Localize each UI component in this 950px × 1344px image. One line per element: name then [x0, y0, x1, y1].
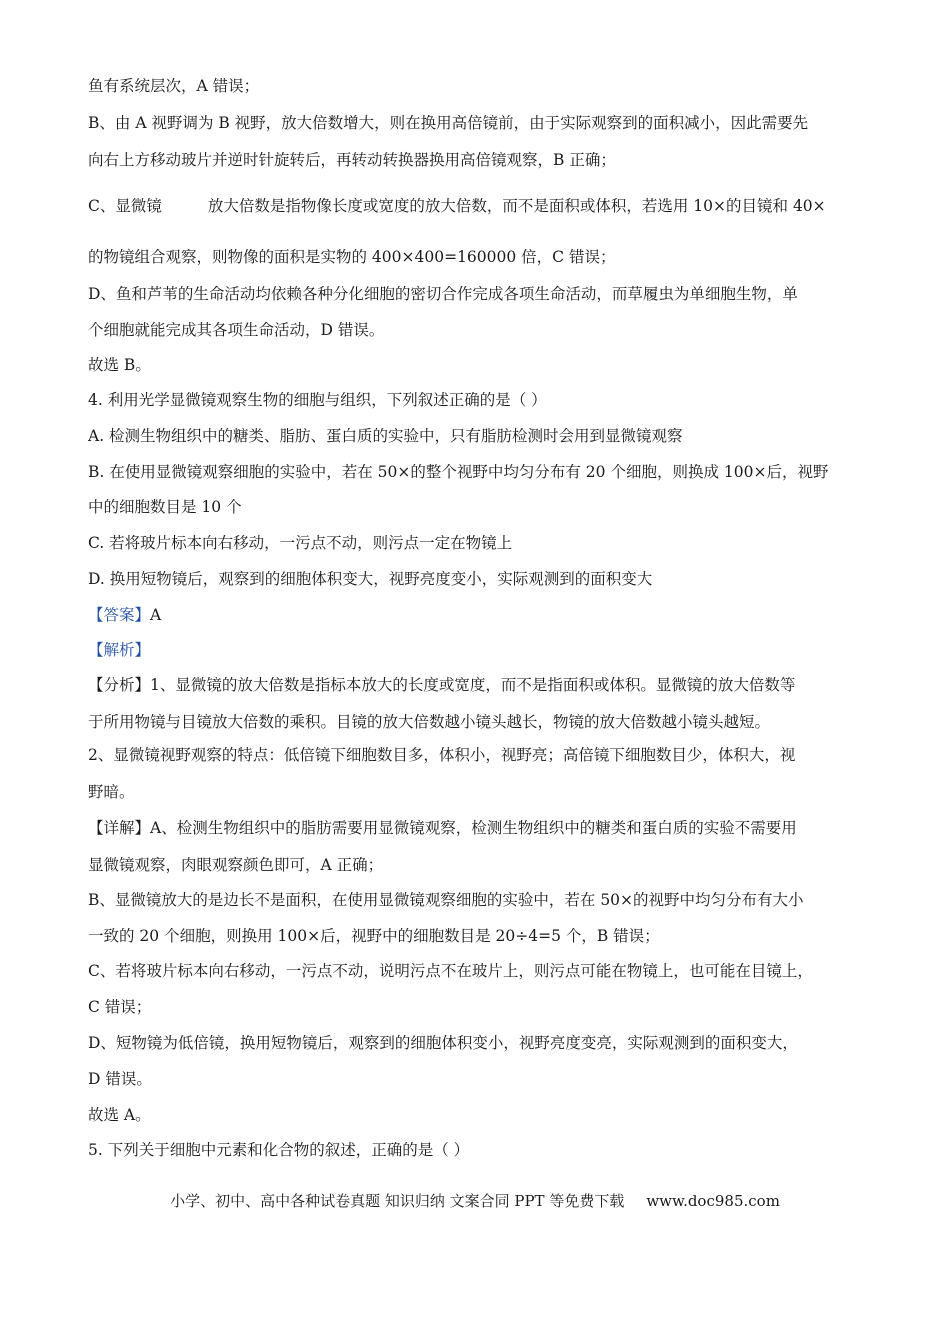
option-d: D. 换用短物镜后，观察到的细胞体积变大，视野亮度变小，实际观测到的面积变大 — [88, 570, 653, 588]
text-line: C、若将玻片标本向右移动，一污点不动，说明污点不在玻片上，则污点可能在物镜上，也可能在目镜上， — [88, 962, 813, 980]
footer-text: 小学、初中、高中各种试卷真题 知识归纳 文案合同 PPT 等免费下载 — [170, 1192, 625, 1210]
text-line: 故选 B。 — [88, 356, 151, 374]
xiangjie-tag: 【详解】 — [88, 819, 151, 837]
question-4: 4. 利用光学显微镜观察生物的细胞与组织，下列叙述正确的是（ ） — [88, 391, 547, 409]
analysis-tag: 【解析】 — [88, 641, 151, 659]
text-line: 鱼有系统层次，A 错误； — [88, 77, 260, 95]
text-line: B、由 A 视野调为 B 视野，放大倍数增大，则在换用高倍镜前，由于实际观察到的面积减小，因此需要先 — [88, 114, 809, 132]
text-line: 显微镜观察，肉眼观察颜色即可，A 正确； — [88, 856, 384, 874]
option-c: C. 若将玻片标本向右移动，一污点不动，则污点一定在物镜上 — [88, 534, 513, 552]
text-line: 中的细胞数目是 10 个 — [88, 498, 242, 516]
page-footer — [0, 1191, 950, 1211]
text-line: C、显微镜 放大倍数是指物像长度或宽度的放大倍数，而不是面积或体积，若选用 10×的目镜和 40× — [88, 197, 826, 215]
answer-line: 【答案】A — [88, 606, 162, 624]
text-line: D 错误。 — [88, 1070, 152, 1088]
text-line: D、短物镜为低倍镜，换用短物镜后，观察到的细胞体积变小，视野亮度变亮，实际观测到的面积变大， — [88, 1034, 798, 1052]
question-5: 5. 下列关于细胞中元素和化合物的叙述，正确的是（ ） — [88, 1141, 470, 1159]
text-line: 故选 A。 — [88, 1106, 151, 1124]
option-a: A. 检测生物组织中的糖类、脂肪、蛋白质的实验中，只有脂肪检测时会用到显微镜观察 — [88, 427, 683, 445]
fenxi-tag: 【分析】 — [88, 676, 151, 694]
text-line: B、显微镜放大的是边长不是面积，在使用显微镜观察细胞的实验中，若在 50×的视野中均匀分布有大小 — [88, 891, 804, 909]
text-line: 于所用物镜与目镜放大倍数的乘积。目镜的放大倍数越小镜头越长，物镜的放大倍数越小镜头越短。 — [88, 713, 771, 731]
text-line: 的物镜组合观察，则物像的面积是实物的 400×400=160000 倍，C 错误； — [88, 248, 616, 266]
text-line: 【分析】1、显微镜的放大倍数是指标本放大的长度或宽度，而不是指面积或体积。显微镜的放大倍数等 — [88, 676, 796, 694]
text-line: 一致的 20 个细胞，则换用 100×后，视野中的细胞数目是 20÷4=5 个，B 错误； — [88, 927, 660, 945]
text-line: D、鱼和芦苇的生命活动均依赖各种分化细胞的密切合作完成各项生命活动，而草履虫为单细胞生物，单 — [88, 285, 798, 303]
option-b: B. 在使用显微镜观察细胞的实验中，若在 50×的整个视野中均匀分布有 20 个细胞，则换成 100×后，视野 — [88, 463, 829, 481]
text-line: 2、显微镜视野观察的特点：低倍镜下细胞数目多，体积小，视野亮；高倍镜下细胞数目少，体积大，视 — [88, 746, 796, 764]
analysis-line — [88, 640, 868, 660]
text-line: 个细胞就能完成其各项生命活动，D 错误。 — [88, 321, 385, 339]
text-line: C 错误； — [88, 998, 152, 1016]
text-line: 【详解】A、检测生物组织中的脂肪需要用显微镜观察，检测生物组织中的糖类和蛋白质的实验不需要用 — [88, 819, 797, 837]
answer-tag: 【答案】 — [88, 606, 151, 624]
text-line: 向右上方移动玻片并逆时针旋转后，再转动转换器换用高倍镜观察，B 正确； — [88, 151, 616, 169]
text-line: 野暗。 — [88, 783, 135, 801]
footer-url: www.doc985.com — [646, 1192, 780, 1210]
